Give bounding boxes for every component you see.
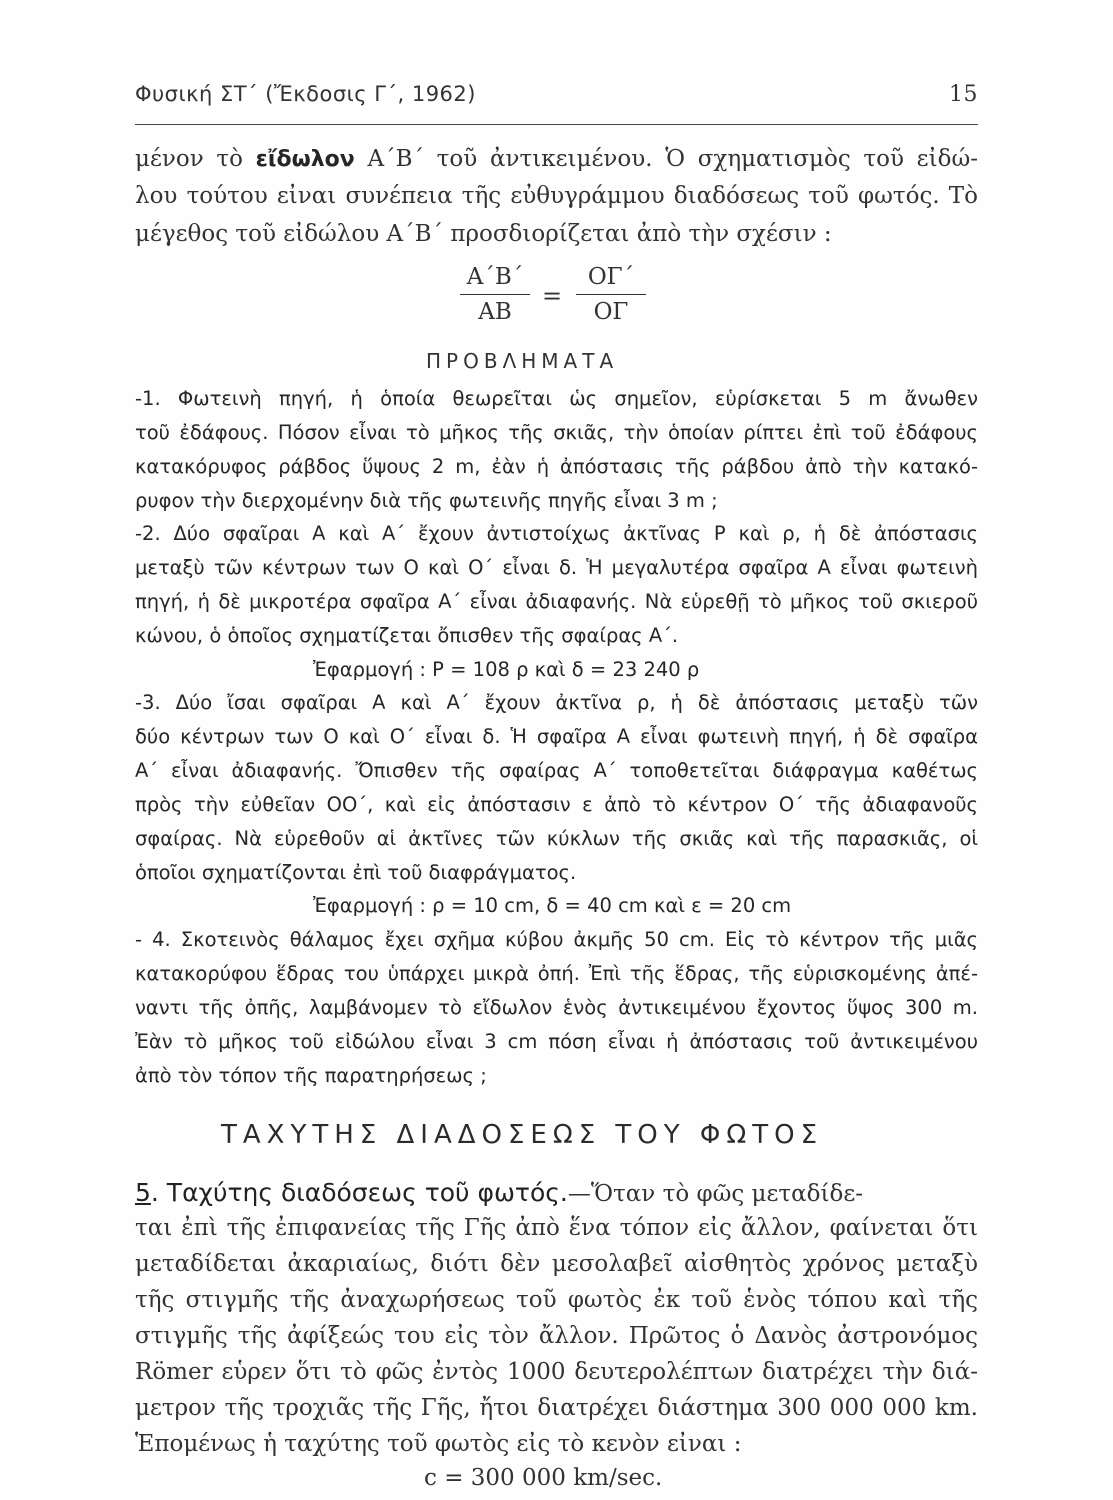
- term-eidolon: εἴδωλον: [255, 147, 355, 172]
- problem-3-line: ὁποῖοι σχηματίζονται ἐπὶ τοῦ διαφράγματος.: [135, 861, 577, 884]
- section-5-line: ται ἐπὶ τῆς ἐπιφανείας τῆς Γῆς ἀπὸ ἕνα τόπον εἰς ἄλλον, φαίνεται ὅτι: [135, 1215, 978, 1241]
- problem-2-application: Ἐφαρμογή : Ρ = 108 ρ καὶ δ = 23 240 ρ: [313, 658, 700, 681]
- section-5-line: μετρον τῆς τροχιᾶς τῆς Γῆς, ἤτοι διατρέχει διάστημα 300 000 000 km.: [135, 1395, 978, 1421]
- problem-1-line: ρυφον τὴν διερχομένην διὰ τῆς φωτεινῆς πηγῆς εἶναι 3 m ;: [135, 489, 718, 512]
- section-5-line: Ἑπομένως ἡ ταχύτης τοῦ φωτὸς εἰς τὸ κενὸν εἶναι :: [135, 1431, 742, 1457]
- intro-text: μένον τὸ: [135, 146, 256, 172]
- section-number: 5: [135, 1178, 151, 1207]
- problems-heading: ΠΡΟΒΛΗΜΑΤΑ: [426, 349, 619, 373]
- problem-3-line: δύο κέντρων των Ο καὶ Ο΄ εἶναι δ. Ἡ σφαῖρα Α εἶναι φωτεινὴ πηγή, ἡ δὲ σφαῖρα: [135, 725, 978, 748]
- intro-text: Α΄Β΄ τοῦ ἀντικειμένου. Ὁ σχηματισμὸς τοῦ εἰδώ-: [354, 146, 978, 172]
- section-5-line: στιγμῆς τῆς ἀφίξεώς του εἰς τὸν ἄλλον. Πρῶτος ὁ Δανὸς ἀστρονόμος: [135, 1323, 978, 1349]
- right-fraction: [576, 264, 646, 325]
- left-fraction: [460, 264, 530, 325]
- problem-3-application: Ἐφαρμογή : ρ = 10 cm, δ = 40 cm καὶ ε = 20 cm: [313, 894, 792, 917]
- problem-1-line: -1. Φωτεινὴ πηγή, ἡ ὁποία θεωρεῖται ὡς σημεῖον, εὑρίσκεται 5 m ἄνωθεν: [135, 387, 978, 410]
- problem-4-line: Ἐὰν τὸ μῆκος τοῦ εἰδώλου εἶναι 3 cm πόση εἶναι ἡ ἀπόστασις τοῦ ἀντικειμένου: [135, 1030, 978, 1053]
- problem-3-line: σφαίρας. Νὰ εὑρεθοῦν αἱ ἀκτῖνες τῶν κύκλων τῆς σκιᾶς καὶ τῆς παρασκιᾶς, οἱ: [135, 827, 978, 850]
- problem-2-line: πηγή, ἡ δὲ μικροτέρα σφαῖρα Α΄ εἶναι ἀδιαφανής. Νὰ εὑρεθῇ τὸ μῆκος τοῦ σκιεροῦ: [135, 590, 978, 613]
- page-number: 15: [949, 82, 978, 107]
- header-rule: [135, 124, 978, 125]
- problem-4-line: - 4. Σκοτεινὸς θάλαμος ἔχει σχῆμα κύβου ἀκμῆς 50 cm. Εἰς τὸ κέντρον τῆς μιᾶς: [135, 928, 978, 951]
- section-5-title: . Ταχύτης διαδόσεως τοῦ φωτός.: [150, 1178, 568, 1207]
- problem-3-line: Α΄ εἶναι ἀδιαφανής. Ὄπισθεν τῆς σφαίρας Α΄ τοποθετεῖται διάφραγμα καθέτως: [135, 759, 978, 782]
- section-heading: ΤΑΧΥΤΗΣ ΔΙΑΔΟΣΕΩΣ ΤΟΥ ΦΩΤΟΣ: [221, 1120, 823, 1150]
- problem-2-line: μεταξὺ τῶν κέντρων των Ο καὶ Ο΄ εἶναι δ. Ἡ μεγαλυτέρα σφαῖρα Α εἶναι φωτεινὴ: [135, 556, 978, 579]
- problem-1-line: κατακόρυφος ράβδος ὕψους 2 m, ἐὰν ἡ ἀπόστασις τῆς ράβδου ἀπὸ τὴν κατακό-: [135, 455, 978, 478]
- problem-4-line: ναντι τῆς ὀπῆς, λαμβάνομεν τὸ εἴδωλον ἑνὸς ἀντικειμένου ἔχοντος ὕψος 300 m.: [135, 996, 978, 1019]
- section-5-line: Römer εὗρεν ὅτι τὸ φῶς ἐντὸς 1000 δευτερολέπτων διατρέχει τὴν διά-: [135, 1359, 978, 1385]
- problem-1-line: τοῦ ἐδάφους. Πόσον εἶναι τὸ μῆκος τῆς σκιᾶς, τὴν ὁποίαν ρίπτει ἐπὶ τοῦ ἐδάφους: [135, 421, 978, 444]
- right-numerator: ΟΓ΄: [576, 264, 646, 295]
- left-numerator: Α΄Β΄: [460, 264, 530, 295]
- running-title: Φυσική ΣΤ΄ (Ἔκδοσις Γ΄, 1962): [135, 82, 476, 106]
- problem-3-line: -3. Δύο ἴσαι σφαῖραι Α καὶ Α΄ ἔχουν ἀκτῖνα ρ, ἡ δὲ ἀπόστασις μεταξὺ τῶν: [135, 691, 978, 714]
- section-5-first-line: [135, 1178, 978, 1207]
- left-denominator: ΑΒ: [478, 299, 512, 325]
- problem-3-line: πρὸς τὴν εὐθεῖαν ΟΟ΄, καὶ εἰς ἀπόστασιν ε ἀπὸ τὸ κέντρον Ο΄ τῆς ἀδιαφανοῦς: [135, 793, 978, 816]
- right-denominator: ΟΓ: [593, 299, 629, 325]
- problem-2-line: κώνου, ὁ ὁποῖος σχηματίζεται ὄπισθεν τῆς σφαίρας Α΄.: [135, 624, 679, 647]
- speed-of-light-equation: c = 300 000 km/sec.: [424, 1465, 663, 1491]
- section-5-line: τῆς στιγμῆς τῆς ἀναχωρήσεως τοῦ φωτὸς ἐκ τοῦ ἑνὸς τόπου καὶ τῆς: [135, 1287, 978, 1313]
- problem-4-line: ἀπὸ τὸν τόπον τῆς παρατηρήσεως ;: [135, 1064, 487, 1087]
- problem-2-line: -2. Δύο σφαῖραι Α καὶ Α΄ ἔχουν ἀντιστοίχως ἀκτῖνας Ρ καὶ ρ, ἡ δὲ ἀπόστασις: [135, 522, 978, 545]
- problem-4-line: κατακορύφου ἕδρας του ὑπάρχει μικρὰ ὀπή. Ἐπὶ τῆς ἕδρας, τῆς εὑρισκομένης ἀπέ-: [135, 962, 978, 985]
- intro-line-1: [135, 146, 978, 172]
- intro-line-3: μέγεθος τοῦ εἰδώλου Α΄Β΄ προσδιορίζεται ἀπὸ τὴν σχέσιν :: [135, 221, 832, 247]
- equals-sign: =: [542, 282, 563, 310]
- section-5-text: —Ὅταν τὸ φῶς μεταδίδε-: [567, 1181, 864, 1207]
- ratio-formula: [450, 264, 670, 344]
- intro-line-2: λου τούτου εἶναι συνέπεια τῆς εὐθυγράμμου διαδόσεως τοῦ φωτός. Τὸ: [135, 183, 978, 209]
- section-5-line: μεταδίδεται ἀκαριαίως, διότι δὲν μεσολαβεῖ αἰσθητὸς χρόνος μεταξὺ: [135, 1251, 978, 1277]
- running-header: [135, 78, 978, 118]
